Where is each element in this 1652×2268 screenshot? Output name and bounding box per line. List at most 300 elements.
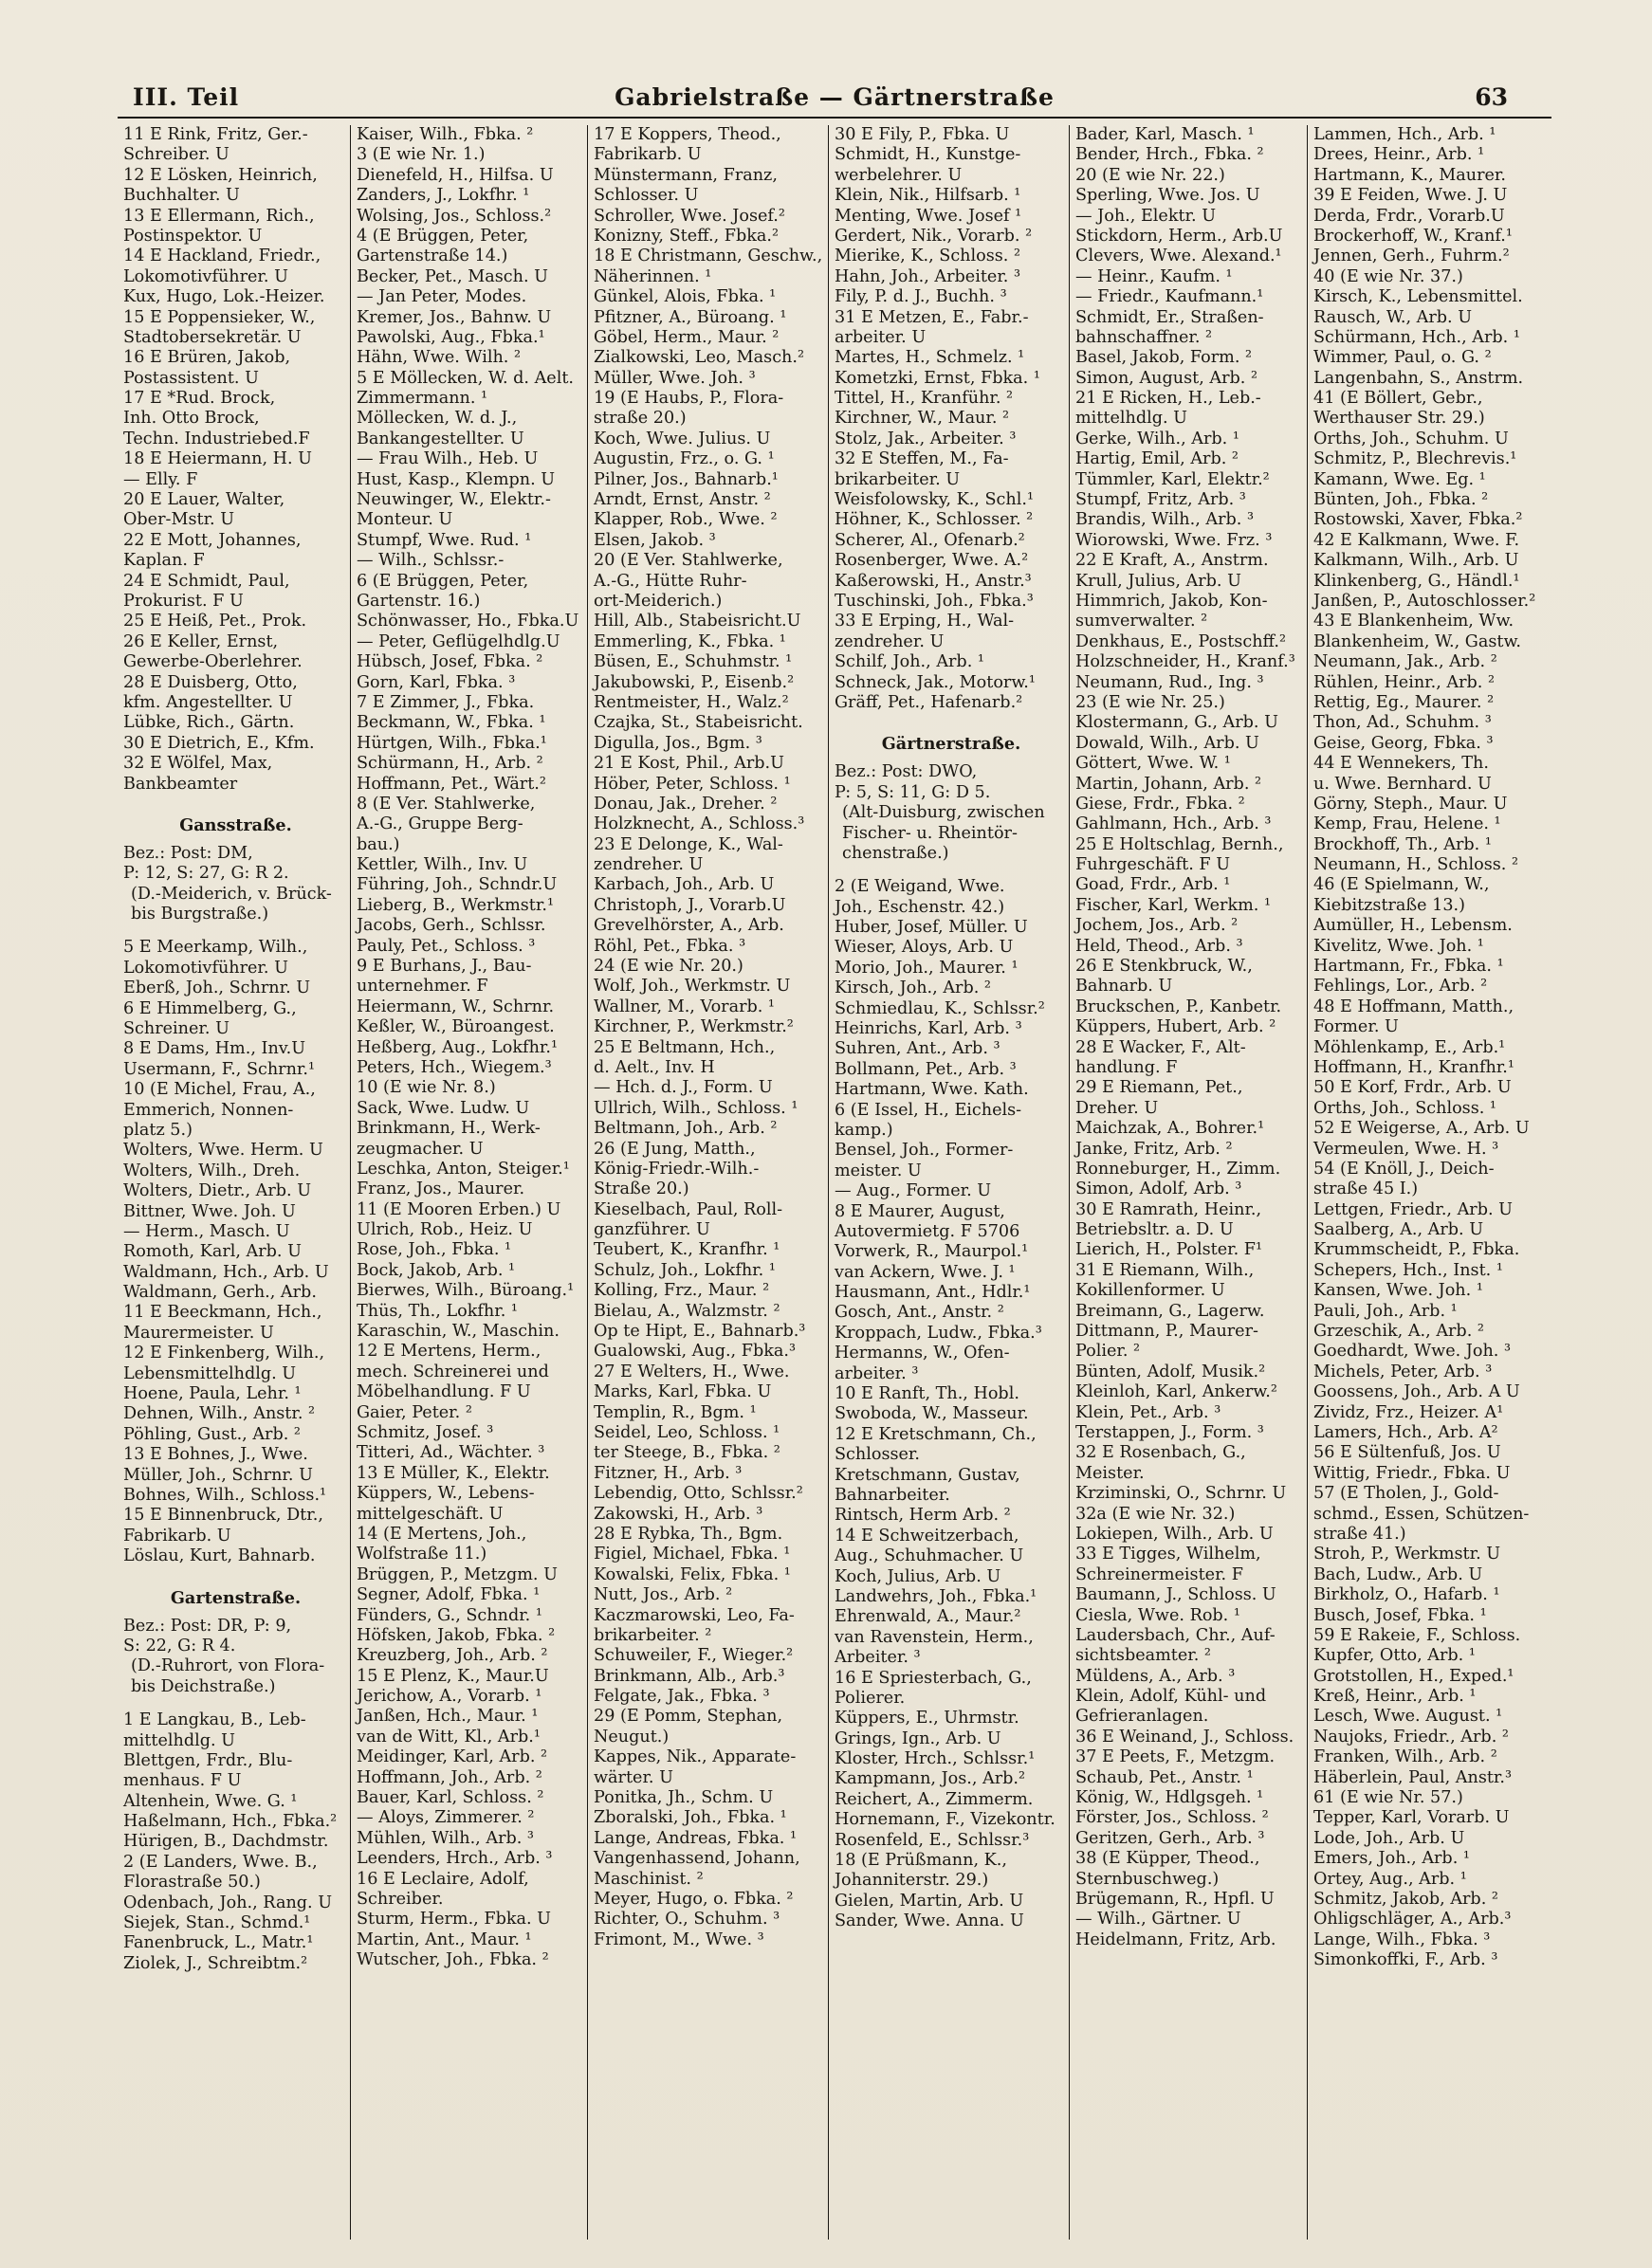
directory-entry: Meidinger, Karl, Arb. ² (357, 1747, 548, 1767)
directory-entry: 8 E Dams, Hm., Inv.U (123, 1039, 306, 1059)
directory-entry: Geise, Georg, Fbka. ³ (1313, 733, 1494, 753)
directory-entry: Münstermann, Franz, (594, 165, 778, 185)
directory-column (118, 125, 350, 2240)
directory-entry: Dehnen, Wilh., Anstr. ² (123, 1404, 316, 1424)
directory-entry: 40 (E wie Nr. 37.) (1313, 266, 1463, 286)
directory-entry: 54 (E Knöll, J., Deich- (1313, 1159, 1495, 1179)
directory-entry: Clevers, Wwe. Alexand.¹ (1075, 247, 1282, 266)
directory-entry: Haßelmann, Hch., Fbka.² (123, 1812, 338, 1832)
directory-entry: Ortey, Aug., Arb. ¹ (1313, 1869, 1467, 1889)
directory-entry: Kretschmann, Gustav, (835, 1465, 1020, 1485)
directory-entry: 11 E Beeckmann, Hch., (123, 1303, 322, 1323)
directory-entry: Lokomotivführer. U (123, 266, 288, 286)
directory-entry: Kupfer, Otto, Arb. ¹ (1313, 1646, 1476, 1666)
directory-entry: 16 E Spriesterbach, G., (835, 1668, 1032, 1688)
directory-entry: 15 E Binnenbruck, Dtr., (123, 1506, 323, 1526)
directory-entry: Arbeiter. ³ (835, 1648, 921, 1668)
directory-entry: Joh., Eschenstr. 42.) (835, 897, 1005, 917)
directory-entry: Nutt, Jos., Arb. ² (594, 1585, 733, 1605)
directory-entry: Janßen, P., Autoschlosser.² (1313, 591, 1536, 611)
directory-entry: Goad, Frdr., Arb. ¹ (1075, 875, 1231, 895)
directory-entry: platz 5.) (123, 1120, 193, 1140)
directory-entry: (D.-Ruhrort, von Flora- (131, 1656, 325, 1676)
directory-entry: P: 5, S: 11, G: D 5. (835, 782, 991, 802)
directory-entry: Suhren, Ant., Arb. ³ (835, 1039, 1000, 1059)
directory-entry: Janßen, Hch., Maur. ¹ (357, 1707, 539, 1727)
page-title: Gabrielstraße — Gärtnerstraße (615, 83, 1055, 111)
directory-entry: Müller, Joh., Schrnr. U (123, 1465, 313, 1485)
directory-entry: Jennen, Gerh., Fuhrm.² (1313, 247, 1510, 266)
directory-entry: Vorwerk, R., Maurpol.¹ (835, 1242, 1029, 1262)
directory-entry: Heßberg, Aug., Lokfhr.¹ (357, 1037, 559, 1057)
directory-entry: Ulrich, Rob., Heiz. U (357, 1220, 533, 1240)
directory-entry: sichtsbeamter. ² (1075, 1646, 1211, 1666)
directory-entry: Naujoks, Friedr., Arb. ² (1313, 1727, 1509, 1747)
directory-entry: 2 (E Weigand, Wwe. (835, 877, 1005, 897)
directory-entry: Göbel, Herm., Maur. ² (594, 327, 780, 347)
directory-entry: Rühlen, Heinr., Arb. ² (1313, 672, 1496, 692)
directory-entry: 6 E Himmelberg, G., (123, 998, 297, 1018)
directory-entry: 12 E Mertens, Herm., (357, 1342, 541, 1362)
directory-entry: Bahnarbeiter. (835, 1486, 950, 1505)
directory-entry: Gaier, Peter. ² (357, 1402, 472, 1422)
directory-entry: Kemp, Frau, Helene. ¹ (1313, 814, 1501, 834)
directory-entry: A.-G., Hütte Ruhr- (594, 571, 747, 591)
directory-entry: Stolz, Jak., Arbeiter. ³ (835, 429, 1017, 448)
directory-entry: Gerke, Wilh., Arb. ¹ (1075, 429, 1239, 448)
directory-entry: Pöhling, Gust., Arb. ² (123, 1424, 301, 1444)
directory-entry: Schürmann, H., Arb. ² (357, 754, 543, 774)
directory-entry: Kolling, Frz., Maur. ² (594, 1281, 770, 1301)
street-heading: Gärtnerstraße. (881, 734, 1021, 755)
directory-entry: Kansen, Wwe. Joh. ¹ (1313, 1281, 1483, 1301)
directory-entry: Höfsken, Jakob, Fbka. ² (357, 1625, 556, 1645)
directory-entry: Swoboda, W., Masseur. (835, 1404, 1029, 1424)
directory-entry: — Joh., Elektr. U (1075, 206, 1217, 226)
directory-entry: Orths, Joh., Schloss. ¹ (1313, 1098, 1496, 1118)
directory-entry: Lokiepen, Wilh., Arb. U (1075, 1524, 1274, 1544)
directory-entry: 25 E Holtschlag, Bernh., (1075, 834, 1284, 854)
directory-entry: menhaus. F U (123, 1771, 242, 1791)
directory-entry: Busch, Josef, Fbka. ¹ (1313, 1605, 1487, 1625)
directory-entry: 16 E Brüren, Jakob, (123, 348, 291, 368)
directory-entry: Neumann, Rud., Ing. ³ (1075, 672, 1264, 692)
directory-entry: Bankangestellter. U (357, 429, 524, 448)
directory-entry: Templin, R., Bgm. ¹ (594, 1402, 757, 1422)
directory-entry: 59 E Rakeie, F., Schloss. (1313, 1625, 1521, 1645)
spacer (118, 1697, 350, 1710)
directory-entry: Kampmann, Jos., Arb.² (835, 1769, 1026, 1789)
directory-entry: mittelgeschäft. U (357, 1504, 504, 1524)
directory-entry: 11 (E Mooren Erben.) U (357, 1199, 561, 1219)
directory-entry: 23 (E wie Nr. 25.) (1075, 692, 1225, 712)
directory-entry: Kalkmann, Wilh., Arb. U (1313, 551, 1519, 571)
directory-entry: Figiel, Michael, Fbka. ¹ (594, 1545, 791, 1564)
directory-entry: Op te Hipt, E., Bahnarb.³ (594, 1322, 806, 1342)
directory-entry: Goossens, Joh., Arb. A U (1313, 1382, 1520, 1402)
directory-entry: Franken, Wilh., Arb. ² (1313, 1747, 1497, 1767)
directory-entry: Klein, Nik., Hilfsarb. ¹ (835, 186, 1021, 206)
directory-entry: Wutscher, Joh., Fbka. ² (357, 1950, 549, 1970)
directory-entry: Johanniterstr. 29.) (835, 1871, 989, 1891)
directory-entry: 52 E Weigerse, A., Arb. U (1313, 1119, 1530, 1139)
directory-entry: Schneck, Jak., Motorw.¹ (835, 672, 1036, 692)
directory-entry: Zanders, J., Lokfhr. ¹ (357, 186, 530, 206)
directory-entry: Schmidt, Er., Straßen- (1075, 307, 1264, 327)
directory-entry: 6 (E Issel, H., Eichels- (835, 1100, 1022, 1120)
directory-entry: Schreiber. U (123, 145, 229, 165)
directory-entry: Bahnarb. U (1075, 977, 1173, 997)
directory-entry: Martes, H., Schmelz. ¹ (835, 348, 1025, 368)
directory-entry: Hill, Alb., Stabeisricht.U (594, 612, 801, 631)
directory-entry: Thüs, Th., Lokfhr. ¹ (357, 1301, 518, 1321)
part-label: III. Teil (133, 83, 240, 111)
directory-entry: Karaschin, W., Maschin. (357, 1322, 560, 1342)
directory-entry: Förster, Jos., Schloss. ² (1075, 1808, 1269, 1828)
directory-entry: d. Aelt., Inv. H (594, 1057, 715, 1077)
directory-entry: Lesch, Wwe. August. ¹ (1313, 1707, 1503, 1727)
directory-entry: Bach, Ludw., Arb. U (1313, 1564, 1483, 1584)
directory-entry: Bankbeamter (123, 774, 238, 794)
directory-entry: Pauli, Joh., Arb. ¹ (1313, 1301, 1458, 1321)
spacer (118, 795, 350, 808)
directory-entry: Werthauser Str. 29.) (1313, 409, 1485, 429)
directory-entry: Meister. (1075, 1463, 1145, 1483)
directory-entry: Romoth, Karl, Arb. U (123, 1242, 302, 1262)
directory-entry: Rintsch, Herm Arb. ² (835, 1506, 1011, 1526)
directory-entry: Möbelhandlung. F U (357, 1382, 531, 1402)
directory-entry: 22 E Mott, Johannes, (123, 530, 302, 550)
directory-entry: Segner, Adolf, Fbka. ¹ (357, 1585, 541, 1605)
directory-entry: 32a (E wie Nr. 32.) (1075, 1504, 1236, 1524)
directory-entry: 15 E Plenz, K., Maur.U (357, 1666, 549, 1686)
directory-entry: Maichzak, A., Bohrer.¹ (1075, 1119, 1265, 1139)
directory-entry: 21 E Ricken, H., Leb.- (1075, 389, 1261, 409)
directory-entry: Hornemann, F., Vizekontr. (835, 1810, 1055, 1830)
directory-entry: — Heinr., Kaufm. ¹ (1075, 266, 1233, 286)
directory-entry: Gorn, Karl, Fbka. ³ (357, 672, 516, 692)
directory-entry: Janke, Fritz, Arb. ² (1075, 1139, 1233, 1159)
directory-entry: Zimmermann. ¹ (357, 389, 488, 409)
directory-entry: Beltmann, Joh., Arb. ² (594, 1119, 778, 1139)
directory-entry: Bünten, Adolf, Musik.² (1075, 1362, 1266, 1381)
directory-entry: Rettig, Eg., Maurer. ² (1313, 692, 1495, 712)
directory-entry: Augustin, Frz., o. G. ¹ (594, 449, 775, 469)
directory-entry: Kieselbach, Paul, Roll- (594, 1199, 783, 1219)
directory-entry: Grzeschik, A., Arb. ² (1313, 1322, 1484, 1342)
directory-entry: Brandis, Wilh., Arb. ³ (1075, 510, 1255, 530)
directory-entry: P: 12, S: 27, G: R 2. (123, 864, 289, 884)
directory-entry: Odenbach, Joh., Rang. U (123, 1893, 333, 1912)
directory-entry: Michels, Peter, Arb. ³ (1313, 1362, 1493, 1381)
directory-entry: Kaiser, Wilh., Fbka. ² (357, 125, 534, 144)
directory-entry: chenstraße.) (842, 843, 949, 863)
directory-entry: 14 E Hackland, Friedr., (123, 247, 321, 266)
directory-entry: Klein, Pet., Arb. ³ (1075, 1402, 1221, 1422)
directory-entry: Blettgen, Frdr., Blu- (123, 1750, 293, 1770)
directory-entry: Hermanns, W., Ofen- (835, 1344, 1010, 1363)
directory-entry: Löslau, Kurt, Bahnarb. (123, 1546, 316, 1566)
directory-entry: Kroppach, Ludw., Fbka.³ (835, 1323, 1042, 1343)
directory-entry: Christoph, J., Vorarb.U (594, 895, 786, 915)
directory-entry: arbeiter. ³ (835, 1363, 919, 1383)
directory-entry: Emmerling, K., Fbka. ¹ (594, 631, 786, 651)
directory-entry: Gefrieranlagen. (1075, 1707, 1209, 1727)
directory-entry: Gielen, Martin, Arb. U (835, 1891, 1024, 1911)
directory-entry: Pilner, Jos., Bahnarb.¹ (594, 469, 779, 489)
directory-entry: Postinspektor. U (123, 226, 263, 246)
directory-entry: Göttert, Wwe. W. ¹ (1075, 754, 1231, 774)
directory-entry: 26 E Keller, Ernst, (123, 631, 279, 651)
directory-entry: Kirsch, Joh., Arb. ² (835, 979, 991, 998)
directory-entry: 15 E Poppensieker, W., (123, 307, 316, 327)
directory-entry: Schürmann, Hch., Arb. ¹ (1313, 327, 1520, 347)
directory-entry: 57 (E Tholen, J., Gold- (1313, 1484, 1499, 1504)
directory-entry: 20 E Lauer, Walter, (123, 490, 285, 510)
directory-entry: 26 (E Jung, Matth., (594, 1139, 756, 1159)
directory-entry: Ponitka, Jh., Schm. U (594, 1788, 774, 1808)
directory-entry: Jerichow, A., Vorarb. ¹ (357, 1687, 542, 1707)
directory-entry: Bittner, Wwe. Joh. U (123, 1201, 296, 1221)
directory-entry: Krummscheidt, P., Fbka. (1313, 1240, 1520, 1260)
directory-entry: Betriebsltr. a. D. U (1075, 1220, 1234, 1240)
directory-entry: Ohligschläger, A., Arb.³ (1313, 1910, 1512, 1930)
directory-entry: Günkel, Alois, Fbka. ¹ (594, 287, 777, 307)
street-heading: Gansstraße. (179, 814, 292, 835)
directory-entry: Kirsch, K., Lebensmittel. (1313, 287, 1523, 307)
directory-entry: Bock, Jakob, Arb. ¹ (357, 1260, 516, 1280)
directory-entry: Schepers, Hch., Inst. ¹ (1313, 1260, 1503, 1280)
directory-entry: Lebendig, Otto, Schlssr.² (594, 1484, 803, 1504)
directory-entry: Brinkmann, Alb., Arb.³ (594, 1666, 785, 1686)
directory-entry: mittelhdlg. U (123, 1730, 235, 1750)
directory-entry: Lettgen, Friedr., Arb. U (1313, 1199, 1513, 1219)
directory-entry: 46 (E Spielmann, W., (1313, 875, 1490, 895)
directory-entry: Rentmeister, H., Walz.² (594, 692, 789, 712)
directory-entry: van Ravenstein, Herm., (835, 1627, 1034, 1647)
directory-entry: 13 E Ellermann, Rich., (123, 206, 315, 226)
directory-entry: Wolf, Joh., Werkmstr. U (594, 977, 791, 997)
directory-entry: Emmerich, Nonnen- (123, 1100, 294, 1120)
directory-entry: Bünten, Joh., Fbka. ² (1313, 490, 1489, 510)
directory-entry: — Aloys, Zimmerer. ² (357, 1808, 535, 1828)
directory-entry: Maurermeister. U (123, 1323, 274, 1343)
directory-entry: Höhner, K., Schlosser. ² (835, 510, 1034, 530)
directory-entry: Hartmann, Wwe. Kath. (835, 1080, 1029, 1100)
directory-entry: Tepper, Karl, Vorarb. U (1313, 1808, 1510, 1828)
directory-entry: Simonkoffki, F., Arb. ³ (1313, 1950, 1498, 1970)
directory-entry: Möllecken, W. d. J., (357, 409, 518, 429)
directory-entry: Hürigen, B., Dachdmstr. (123, 1832, 329, 1852)
directory-entry: Küppers, Hubert, Arb. ² (1075, 1017, 1276, 1037)
directory-entry: Aug., Schuhmacher. U (835, 1546, 1024, 1566)
directory-entry: Sturm, Herm., Fbka. U (357, 1910, 551, 1930)
directory-entry: Waldmann, Hch., Arb. U (123, 1262, 329, 1282)
directory-entry: Ziolek, J., Schreibtm.² (123, 1953, 308, 1973)
directory-entry: Bruckschen, P., Kanbetr. (1075, 997, 1282, 1016)
directory-entry: Monteur. U (357, 510, 453, 530)
directory-entry: Orths, Joh., Schuhm. U (1313, 429, 1509, 448)
directory-entry: Bender, Hrch., Fbka. ² (1075, 145, 1264, 165)
directory-entry: 30 E Fily, P., Fbka. U (835, 125, 1010, 144)
directory-entry: Holzknecht, A., Schloss.³ (594, 814, 805, 834)
directory-entry: Bierwes, Wilh., Büroang.¹ (357, 1281, 575, 1301)
directory-entry: 29 E Riemann, Pet., (1075, 1078, 1243, 1098)
directory-entry: Becker, Pet., Masch. U (357, 266, 548, 286)
directory-entry: Florastraße 50.) (123, 1873, 261, 1893)
directory-entry: 50 E Korf, Frdr., Arb. U (1313, 1078, 1512, 1098)
directory-entry: 39 E Feiden, Wwe. J. U (1313, 186, 1508, 206)
directory-entry: Czajka, St., Stabeisricht. (594, 713, 803, 733)
directory-entry: ganzführer. U (594, 1220, 710, 1240)
directory-entry: — Friedr., Kaufmann.¹ (1075, 287, 1264, 307)
directory-entry: Mühlen, Wilh., Arb. ³ (357, 1828, 534, 1848)
directory-entry: Neumann, Jak., Arb. ² (1313, 652, 1497, 672)
directory-entry: 12 E Finkenberg, Wilh., (123, 1344, 325, 1363)
directory-entry: Thon, Ad., Schuhm. ³ (1313, 713, 1492, 733)
directory-entry: mittelhdlg. U (1075, 409, 1187, 429)
directory-entry: Ehrenwald, A., Maur.² (835, 1607, 1021, 1627)
directory-entry: Wieser, Aloys, Arb. U (835, 938, 1014, 958)
directory-entry: S: 22, G: R 4. (123, 1636, 236, 1655)
directory-entry: Kamann, Wwe. Eg. ¹ (1313, 469, 1486, 489)
directory-entry: 38 (E Küpper, Theod., (1075, 1849, 1260, 1869)
directory-entry: Eberß, Joh., Schrnr. U (123, 979, 311, 998)
directory-entry: Brügemann, R., Hpfl. U (1075, 1889, 1275, 1909)
directory-entry: straße 20.) (594, 409, 687, 429)
directory-entry: 42 E Kalkmann, Wwe. F. (1313, 530, 1520, 550)
directory-entry: Aumüller, H., Lebensm. (1313, 916, 1513, 936)
header-rule (118, 117, 1551, 119)
directory-entry: 18 (E Prüßmann, K., (835, 1851, 1007, 1871)
directory-entry: zendreher. U (835, 631, 945, 651)
directory-entry: 61 (E wie Nr. 57.) (1313, 1788, 1463, 1808)
directory-entry: Terstappen, J., Form. ³ (1075, 1423, 1264, 1442)
directory-entry: 3 (E wie Nr. 1.) (357, 145, 486, 165)
directory-entry: 44 E Wennekers, Th. (1313, 754, 1489, 774)
directory-entry: Reichert, A., Zimmerm. (835, 1789, 1034, 1809)
directory-column (828, 125, 1070, 2240)
directory-entry: Straße 20.) (594, 1180, 689, 1199)
directory-entry: 28 E Rybka, Th., Bgm. (594, 1524, 783, 1544)
directory-entry: Wittig, Friedr., Fbka. U (1313, 1463, 1511, 1483)
directory-entry: Hartmann, K., Maurer. (1313, 165, 1506, 185)
directory-entry: Buchhalter. U (123, 186, 240, 206)
directory-entry: Siejek, Stan., Schmd.¹ (123, 1913, 311, 1933)
directory-entry: Sander, Wwe. Anna. U (835, 1911, 1024, 1931)
directory-entry: Sternbuschweg.) (1075, 1869, 1220, 1889)
directory-entry: Schmitz, Jakob, Arb. ² (1313, 1889, 1498, 1909)
directory-entry: Küppers, E., Uhrmstr. (835, 1709, 1019, 1728)
directory-entry: Müldens, A., Arb. ³ (1075, 1666, 1236, 1686)
directory-entry: brikarbeiter. ² (594, 1625, 712, 1645)
directory-entry: Kloster, Hrch., Schlssr.¹ (835, 1749, 1036, 1769)
directory-entry: Hähn, Wwe. Wilh. ² (357, 348, 522, 368)
directory-entry: Richter, O., Schuhm. ³ (594, 1910, 780, 1930)
directory-entry: 30 E Dietrich, E., Kfm. (123, 733, 315, 753)
directory-entry: Grotstollen, H., Exped.¹ (1313, 1666, 1514, 1686)
directory-entry: 20 (E wie Nr. 22.) (1075, 165, 1225, 185)
directory-entry: Geritzen, Gerh., Arb. ³ (1075, 1828, 1265, 1848)
directory-entry: Beckmann, W., Fbka. ¹ (357, 713, 546, 733)
directory-entry: 10 E Ranft, Th., Hobl. (835, 1384, 1019, 1404)
directory-entry: Morio, Joh., Maurer. ¹ (835, 958, 1019, 978)
directory-entry: sumverwalter. ² (1075, 612, 1208, 631)
directory-entry: Baumann, J., Schloss. U (1075, 1585, 1276, 1605)
directory-entry: Häberlein, Paul, Anstr.³ (1313, 1767, 1513, 1787)
directory-entry: 12 E Kretschmann, Ch., (835, 1424, 1037, 1444)
directory-entry: Titteri, Ad., Wächter. ³ (357, 1443, 545, 1463)
directory-entry: Kirchner, W., Maur. ² (835, 409, 1010, 429)
directory-entry: Heinrichs, Karl, Arb. ³ (835, 1019, 1022, 1039)
directory-entry: Waldmann, Gerh., Arb. (123, 1283, 317, 1303)
directory-entry: Fehlings, Lor., Arb. ² (1313, 977, 1488, 997)
directory-entry: Lamers, Hch., Arb. A² (1313, 1423, 1498, 1442)
directory-entry: schmd., Essen, Schützen- (1313, 1504, 1530, 1524)
directory-entry: — Elly. F (123, 469, 198, 489)
directory-entry: Schmitz, Josef. ³ (357, 1423, 494, 1442)
directory-entry: Müller, Wwe. Joh. ³ (594, 368, 756, 388)
directory-entry: Wallner, M., Vorarb. ¹ (594, 997, 775, 1016)
directory-entry: Brockhoff, Th., Arb. ¹ (1313, 834, 1492, 854)
directory-entry: Kowalski, Felix, Fbka. ¹ (594, 1564, 791, 1584)
directory-entry: Jochem, Jos., Arb. ² (1075, 916, 1239, 936)
directory-entry: Basel, Jakob, Form. ² (1075, 348, 1253, 368)
directory-entry: 25 E Beltmann, Hch., (594, 1037, 776, 1057)
directory-entry: ort-Meiderich.) (594, 591, 723, 611)
directory-entry: Peters, Hch., Wiegem.³ (357, 1057, 552, 1077)
directory-entry: Pawolski, Aug., Fbka.¹ (357, 327, 545, 347)
directory-entry: 33 E Erping, H., Wal- (835, 612, 1015, 631)
directory-entry: 22 E Kraft, A., Anstrm. (1075, 551, 1269, 571)
directory-entry: Röhl, Pet., Fbka. ³ (594, 936, 746, 956)
directory-entry: bau.) (357, 834, 400, 854)
directory-entry: Zialkowski, Leo, Masch.² (594, 348, 805, 368)
directory-entry: Huber, Josef, Müller. U (835, 918, 1028, 938)
directory-entry: Heiermann, W., Schrnr. (357, 997, 555, 1016)
directory-entry: ter Steege, B., Fbka. ² (594, 1443, 780, 1463)
directory-entry: 13 E Müller, K., Elektr. (357, 1463, 550, 1483)
directory-entry: Kaczmarowski, Leo, Fa- (594, 1605, 795, 1625)
directory-column (1307, 125, 1552, 2240)
directory-entry: 43 E Blankenheim, Ww. (1313, 612, 1514, 631)
directory-entry: Kaplan. F (123, 551, 205, 571)
directory-entry: meister. U (835, 1161, 922, 1180)
directory-entry: Bauer, Karl, Schloss. ² (357, 1788, 544, 1808)
directory-entry: Schulz, Joh., Lokfhr. ¹ (594, 1260, 776, 1280)
directory-entry: Lammen, Hch., Arb. ¹ (1313, 125, 1496, 144)
directory-entry: Pauly, Pet., Schloss. ³ (357, 936, 536, 956)
directory-entry: Usermann, F., Schrnr.¹ (123, 1059, 316, 1079)
directory-entry: bahnschaffner. ² (1075, 327, 1213, 347)
directory-entry: Ronneburger, H., Zimm. (1075, 1159, 1281, 1179)
directory-entry: Schreinermeister. F (1075, 1564, 1243, 1584)
directory-entry: — Aug., Former. U (835, 1181, 992, 1201)
directory-entry: Schmidt, H., Kunstge- (835, 145, 1021, 165)
directory-entry: Polier. ² (1075, 1342, 1141, 1362)
directory-entry: Grings, Ign., Arb. U (835, 1728, 1001, 1748)
directory-entry: Kux, Hugo, Lok.-Heizer. (123, 287, 325, 307)
page-header (123, 83, 1546, 121)
directory-entry: Schönwasser, Ho., Fbka.U (357, 612, 579, 631)
directory-entry: 36 E Weinand, J., Schloss. (1075, 1727, 1294, 1747)
directory-entry: Kappes, Nik., Apparate- (594, 1747, 797, 1767)
directory-entry: — Hch. d. J., Form. U (594, 1078, 773, 1098)
directory-entry: Wolsing, Jos., Schloss.² (357, 206, 552, 226)
directory-entry: unternehmer. F (357, 977, 488, 997)
directory-entry: 17 E *Rud. Brock, (123, 389, 276, 409)
directory-entry: Simon, August, Arb. ² (1075, 368, 1258, 388)
